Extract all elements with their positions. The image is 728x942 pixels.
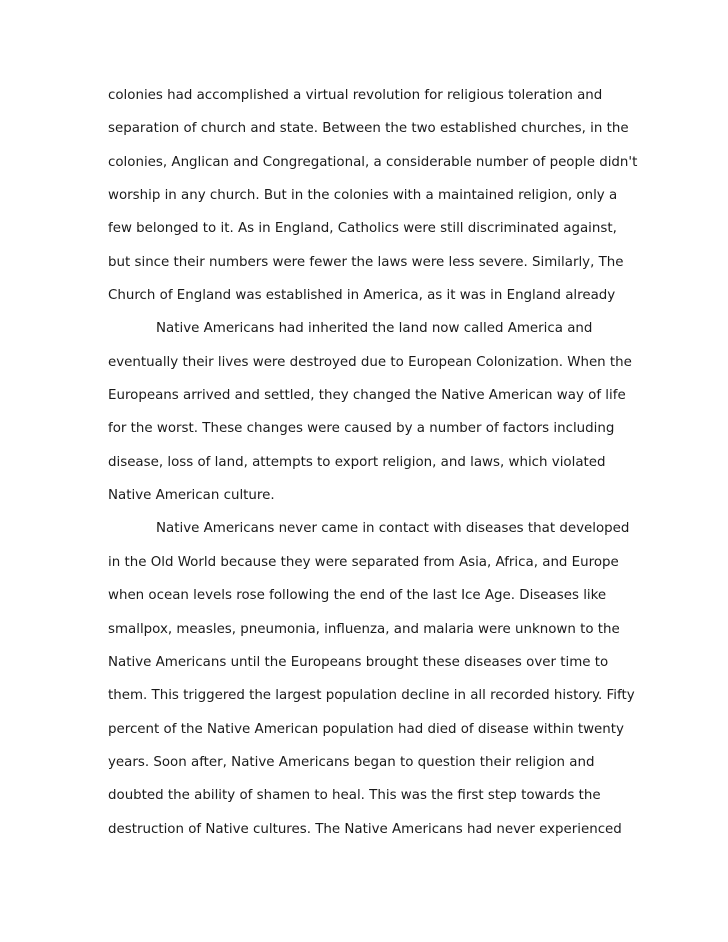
text-line: destruction of Native cultures. The Native Americans had never experienced [108,821,622,837]
text-line: colonies had accomplished a virtual revolution for religious toleration and [108,88,603,103]
text-line: smallpox, measles, pneumonia, influenza, and malaria were unknown to the [108,621,620,637]
text-line: for the worst. These changes were caused by a number of factors including [108,421,615,437]
text-line: in the Old World because they were separated from Asia, Africa, and Europe [108,554,619,570]
text-line: eventually their lives were destroyed due to European Colonization. When the [108,354,632,370]
text-line: Native Americans until the Europeans brought these diseases over time to [108,654,609,670]
body-text [108,84,668,851]
text-line: disease, loss of land, attempts to export religion, and laws, which violated [108,454,606,470]
text-line: percent of the Native American population had died of disease within twenty [108,721,624,737]
text-line: few belonged to it. As in England, Catholics were still discriminated against, [108,221,617,237]
text-line: but since their numbers were fewer the laws were less severe. Similarly, The [108,254,624,270]
text-line: Native Americans never came in contact with diseases that developed [156,521,630,537]
text-line: Church of England was established in America, as it was in England already [108,288,616,304]
text-line: Native Americans had inherited the land now called America and [156,321,593,337]
text-line: them. This triggered the largest population decline in all recorded history. Fifty [108,688,635,704]
text-line: separation of church and state. Between the two established churches, in the [108,121,629,137]
text-line: when ocean levels rose following the end of the last Ice Age. Diseases like [108,588,607,604]
text-line: worship in any church. But in the colonies with a maintained religion, only a [108,188,618,204]
text-line: Europeans arrived and settled, they changed the Native American way of life [108,388,626,404]
text-line: doubted the ability of shamen to heal. This was the first step towards the [108,788,601,804]
text-line: Native American culture. [108,488,275,504]
text-line: years. Soon after, Native Americans began to question their religion and [108,754,595,770]
text-line: colonies, Anglican and Congregational, a considerable number of people didn't [108,154,638,170]
